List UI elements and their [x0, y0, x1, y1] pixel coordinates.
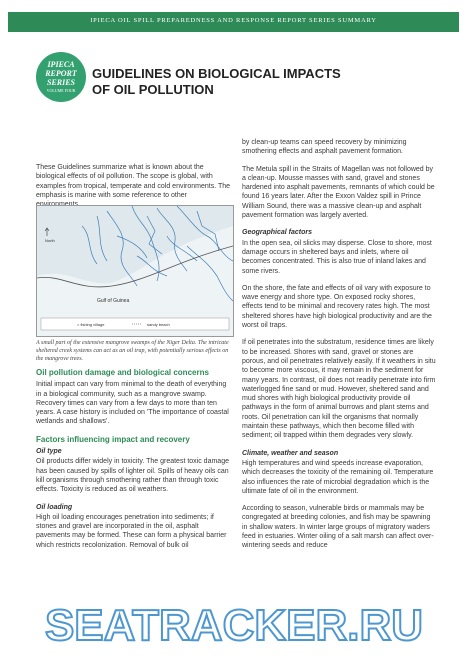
- climate-paragraph-1: High temperatures and wind speeds increase evaporation, which decreases the toxicity of the remaining oil. Temperature also influences the rate of microbial degradation which is the ultimate fate of oil in the environment.: [242, 459, 434, 495]
- legend-sandy-beach: sandy beach: [147, 322, 170, 327]
- left-column-body: [36, 368, 232, 558]
- oil-type-paragraph: Oil products differ widely in toxicity. The greatest toxic damage has been caused by spills of lighter oil. Spills of heavy oils can kill organisms through smothering rather than through toxic effects. Toxicity is reduced as oil weathers.: [36, 458, 229, 494]
- header-text: IPIECA OIL SPILL PREPAREDNESS AND RESPONSE REPORT SERIES SUMMARY: [90, 17, 377, 24]
- climate-paragraph-2: According to season, vulnerable birds or mammals may be congregated at breeding colonies, and fish may be spawning in shallow waters. In winter large groups of migratory waders feed in estuaries. Winter oiling of a salt marsh can affect over-wintering seeds and reduce: [242, 505, 434, 550]
- geo-paragraph-3: If oil penetrates into the substratum, residence times are likely to be increased. Shores with sand, gravel or stones are porous, and oil penetrates relatively easily. If it weathers in situ to become more viscous, it may remain in the sediment for many years. In contrast, oil does not readily penetrate into firm waterlogged fine sand or mud. However, sheltered sand and mud shores with high biological productivity provide oil pathways in the form of animal burrows and plant stems and roots. Oil penetration can kill the organisms that normally maintain these pathways, which then become filled with sediment; oil trapped within them degrades very slowly.: [242, 339, 436, 440]
- title-line-1: GUIDELINES ON BIOLOGICAL IMPACTS: [92, 66, 341, 81]
- badge-line-3: SERIES: [46, 78, 76, 87]
- damage-paragraph: Initial impact can vary from minimal to the death of everything in a biological community, such as a mangrove swamp. Recovery times can vary from a few days to more than ten years. A case history is included on 'The importance of coastal wetlands and shallows'.: [36, 381, 229, 426]
- header-bar: [8, 12, 459, 32]
- geo-paragraph-2: On the shore, the fate and effects of oil vary with exposure to wave energy and shore type. On exposed rocky shores, effects tend to be minimal and recovery rates high. The most sheltered shores have high biological productivity and are the worst oil traps.: [242, 284, 432, 330]
- heading-factors: Factors influencing impact and recovery: [36, 434, 190, 444]
- oil-loading-paragraph: High oil loading encourages penetration into sediments; if stones and gravel are incorporated in the oil, asphalt pavements may be formed. These can form a physical barrier which restricts recolonization. Removal of bulk oil: [36, 513, 227, 549]
- heading-climate: Climate, weather and season: [242, 449, 339, 457]
- right-column: [242, 138, 437, 559]
- metula-paragraph: The Metula spill in the Straits of Magellan was not followed by a clean-up. Mousse masses with sand, gravel and stones hardened into asphalt pavements, remnants of which could be found 16 years later. After the Exxon Valdez spill in Prince William Sound, there was a massive clean-up and asphalt pavement formation was largely averted.: [242, 165, 435, 220]
- page-title: [92, 66, 362, 98]
- heading-oil-type: Oil type: [36, 448, 62, 456]
- title-line-2: OF OIL POLLUTION: [92, 82, 214, 97]
- badge-sub: VOLUME FOUR: [46, 88, 76, 93]
- heading-oil-loading: Oil loading: [36, 503, 73, 511]
- badge-line-1: IPIECA: [47, 60, 75, 69]
- map-caption: A small part of the extensive mangrove swamps of the Niger Delta. The intricate sheltered creek systems can act as an oil trap, with potentially serious effects on the mangrove trees.: [36, 340, 229, 362]
- report-series-badge: [36, 52, 86, 102]
- badge-line-2: REPORT: [45, 69, 77, 78]
- legend-fishing-village: = fishing village: [77, 322, 105, 327]
- watermark-text: SEATRACKER.RU: [44, 601, 424, 650]
- heading-damage: Oil pollution damage and biological concerns: [36, 368, 209, 377]
- map-figure: [37, 206, 233, 336]
- intro-paragraph: These Guidelines summarize what is known about the biological effects of oil pollution. The scope is global, with examples from tropical, temperate and cold environments. The emphasis is marine with some reference to other: [36, 164, 231, 199]
- heading-geographical: Geographical factors: [242, 229, 313, 237]
- geo-paragraph-1: In the open sea, oil slicks may disperse. Close to shore, most damage occurs in sheltered bays and inlets, where oil becomes concentrated. This is also true of inland lakes and some rivers.: [242, 239, 432, 275]
- north-label: North: [45, 238, 55, 243]
- niger-delta-map: [36, 205, 234, 337]
- gulf-label: Gulf of Guinea: [97, 298, 130, 304]
- right-paragraph-0: by clean-up teams can speed recovery by minimizing smothering effects and asphalt pavement formation.: [242, 139, 407, 156]
- seatracker-watermark: [0, 600, 469, 660]
